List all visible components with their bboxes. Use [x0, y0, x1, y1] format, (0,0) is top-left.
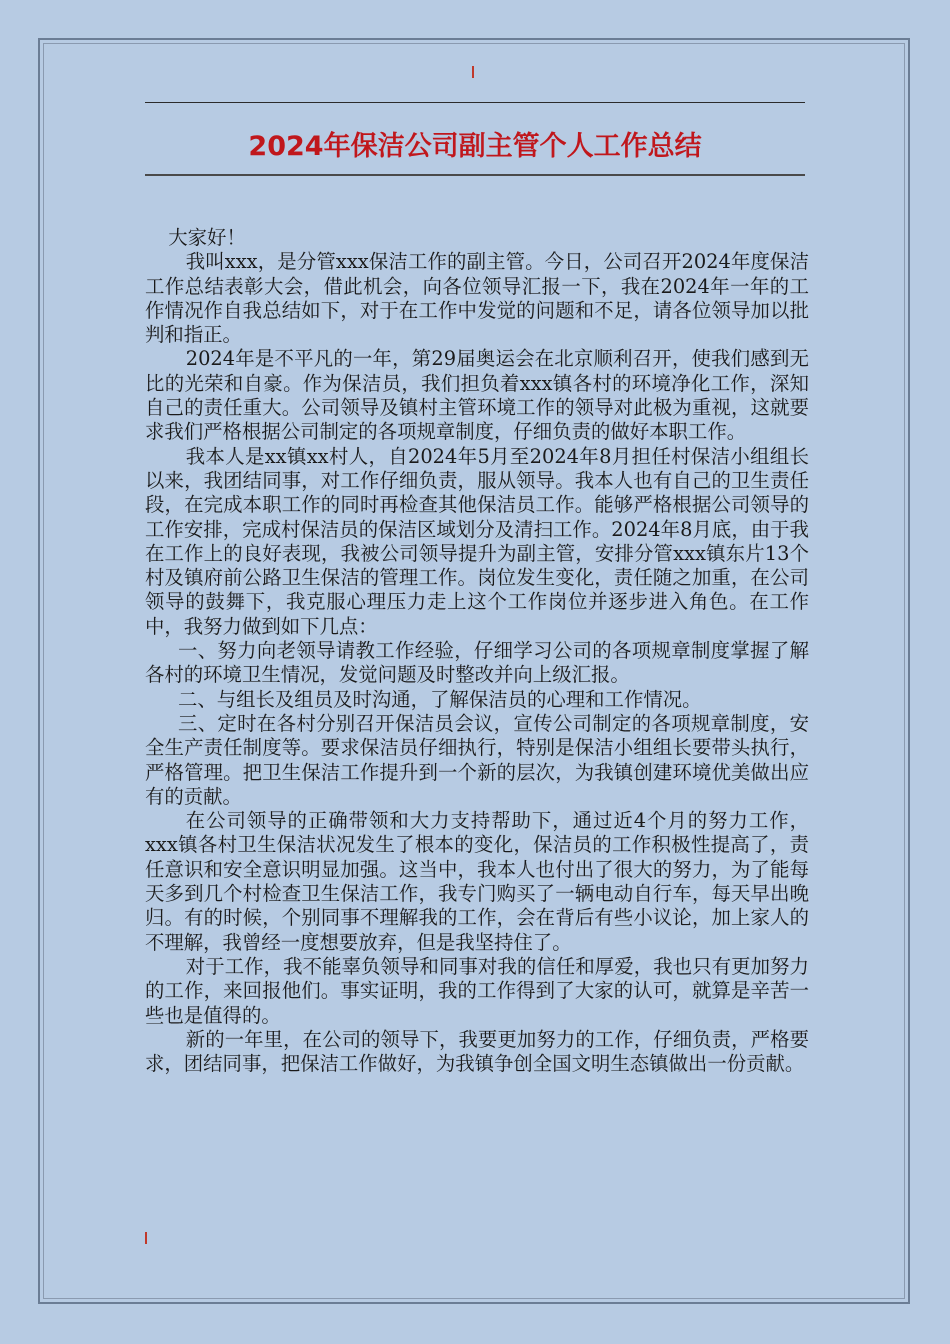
document-title: 2024年保洁公司副主管个人工作总结 — [248, 131, 702, 162]
header-rule — [145, 102, 805, 103]
list-item: 二、与组长及组员及时沟通，了解保洁员的心理和工作情况。 — [177, 687, 702, 711]
paragraph: 新的一年里，在公司的领导下，我要更加努力的工作，仔细负责，严格要求，团结同事，把保洁工作做好，为我镇争创全国文明生态镇做出一份贡献。 — [145, 1027, 809, 1076]
list-item: 三、定时在各村分别召开保洁员会议，宣传公司制定的各项规章制度，安全生产责任制度等。要求保洁员仔细执行，特别是保洁小组组长要带头执行，严格管理。把卫生保洁工作提升到一个新的层次，为我镇创建环境优美做出应有的贡献。 — [145, 711, 809, 808]
header-cursor-mark — [472, 66, 474, 78]
paragraph: 对于工作，我不能辜负领导和同事对我的信任和厚爱，我也只有更加努力的工作，来回报他们。事实证明，我的工作得到了大家的认可，就算是辛苦一些也是值得的。 — [145, 954, 809, 1027]
paragraph: 在公司领导的正确带领和大力支持帮助下，通过近4个月的努力工作，xxx镇各村卫生保洁状况发生了根本的变化，保洁员的工作积极性提高了，责任意识和安全意识明显加强。这当中，我本人也付出了很大的努力，为了能每天多到几个村检查卫生保洁工作，我专门购买了一辆电动自行车，每天早出晚归。有的时候，个别同事不理解我的工作，会在背后有些小议论，加上家人的不理解，我曾经一度想要放弃，但是我坚持住了。 — [145, 809, 809, 954]
footer-cursor-mark — [145, 1232, 147, 1244]
document-body — [145, 226, 809, 1076]
paragraph: 我本人是xx镇xx村人，自2024年5月至2024年8月担任村保洁小组组长以来，我团结同事，对工作仔细负责，服从领导。我本人也有自己的卫生责任段，在完成本职工作的同时再检查其他保洁员工作。能够严格根据公司领导的工作安排，完成村保洁员的保洁区域划分及清扫工作。2024年8月底，由于我在工作上的良好表现，我被公司领导提升为副主管，安排分管xxx镇东片13个村及镇府前公路卫生保洁的管理工作。岗位发生变化，责任随之加重，在公司领导的鼓舞下，我克服心理压力走上这个工作岗位并逐步进入角色。在工作中，我努力做到如下几点： — [145, 444, 809, 638]
paragraph: 我叫xxx，是分管xxx保洁工作的副主管。今日，公司召开2024年度保洁工作总结表彰大会，借此机会，向各位领导汇报一下，我在2024年一年的工作情况作自我总结如下，对于在工作中发觉的问题和不足，请各位领导加以批判和指正。 — [145, 250, 809, 347]
paragraph-greeting: 大家好！ — [168, 226, 246, 249]
list-item: 一、努力向老领导请教工作经验，仔细学习公司的各项规章制度掌握了解各村的环境卫生情况，发觉问题及时整改并向上级汇报。 — [145, 639, 809, 687]
paragraph: 2024年是不平凡的一年，第29届奥运会在北京顺利召开，使我们感到无比的光荣和自豪。作为保洁员，我们担负着xxx镇各村的环境净化工作，深知自己的责任重大。公司领导及镇村主管环境工作的领导对此极为重视，这就要求我们严格根据公司制定的各项规章制度，仔细负责的做好本职工作。 — [145, 347, 809, 444]
title-rule — [145, 174, 805, 176]
